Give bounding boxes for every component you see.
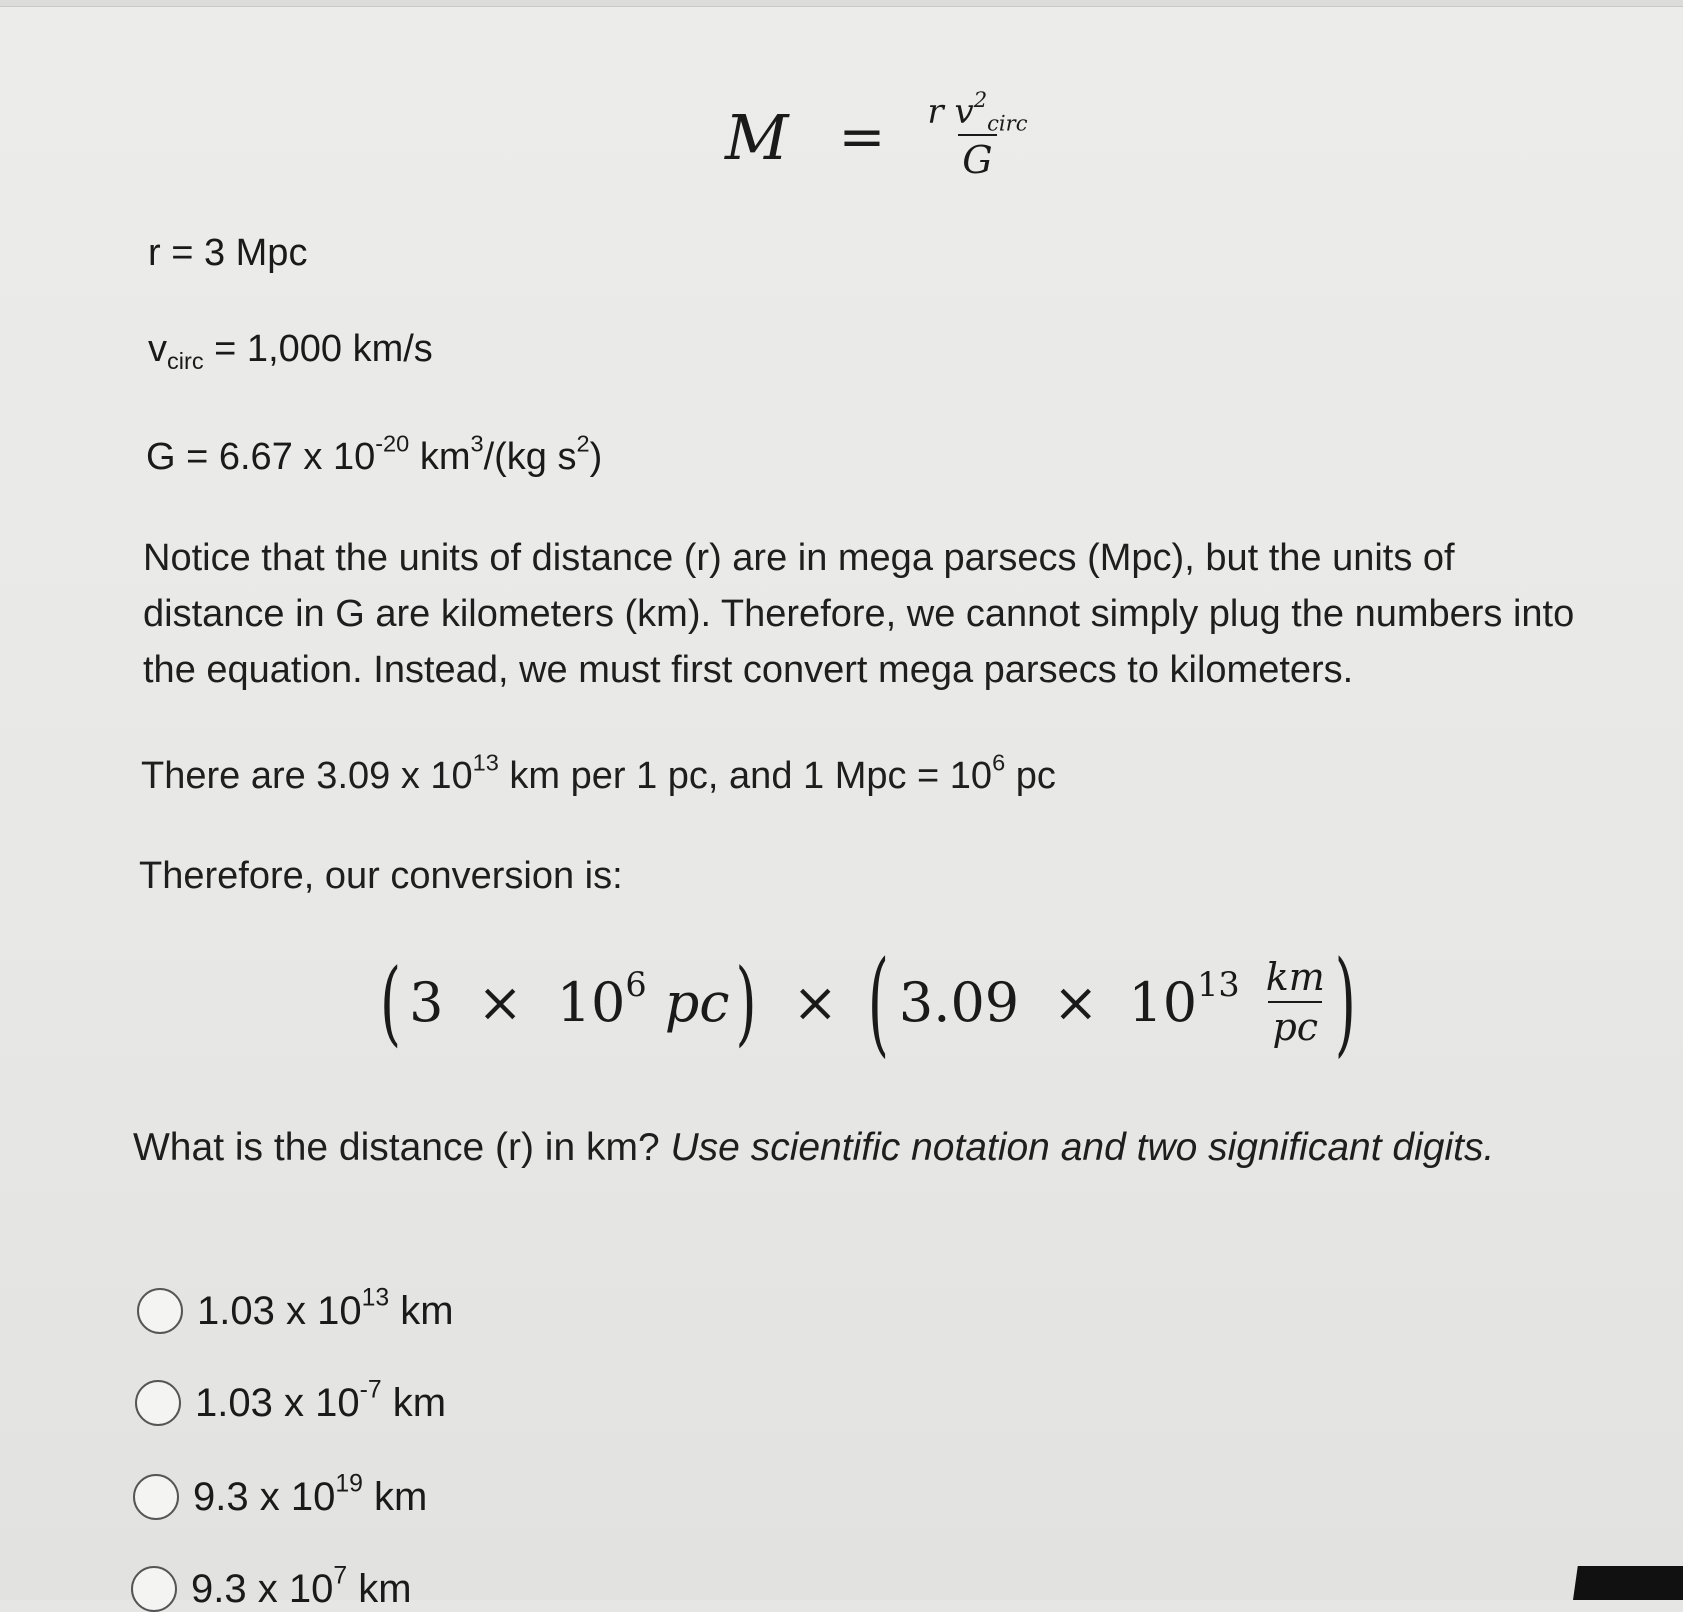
conv-times-mid: × (792, 970, 838, 1034)
given-g-b: km (409, 436, 471, 478)
question-italic: Use scientific notation and two significant digits. (670, 1126, 1495, 1169)
option-4-base: 9.3 x 10 (191, 1566, 334, 1611)
left-paren-2: ( (867, 935, 889, 1069)
notice-line-1: Notice that the units of distance (r) are in mega parsecs (Mpc), but the units of (143, 537, 1455, 579)
mass-numerator (923, 87, 1031, 136)
option-3-base: 9.3 x 10 (193, 1474, 336, 1519)
option-4-label (191, 1561, 412, 1612)
notice-line-3: the equation. Instead, we must first convert mega parsecs to kilometers. (143, 649, 1354, 691)
option-4-radio[interactable] (131, 1566, 177, 1612)
option-3-unit: km (362, 1474, 428, 1519)
conv-ten-2 (1128, 964, 1240, 1034)
option-2-exp: -7 (359, 1375, 382, 1403)
there-are-c: pc (1005, 755, 1056, 797)
conv-times-1: × (477, 970, 523, 1034)
conversion-formula (380, 935, 1356, 1069)
question-text (133, 1120, 1494, 1176)
num-v: v (954, 92, 974, 132)
option-1-unit: km (389, 1288, 454, 1333)
given-v-sub: circ (167, 348, 204, 375)
given-v (148, 328, 433, 375)
option-4-exp: 7 (333, 1561, 348, 1589)
option-1-base: 1.03 x 10 (197, 1288, 362, 1333)
there-are-a: There are 3.09 x 10 (141, 755, 473, 797)
there-are-exp2: 6 (992, 749, 1006, 776)
conv-value: 3.09 (898, 970, 1020, 1034)
given-g-exp2: 3 (470, 430, 484, 457)
option-2-unit: km (381, 1380, 447, 1425)
window-edge (0, 0, 1683, 7)
conv-ten-1-exp: 6 (625, 964, 647, 1004)
num-sub: circ (987, 110, 1028, 136)
therefore-text: Therefore, our conversion is: (139, 855, 623, 897)
conv-ten-2-exp: 13 (1197, 964, 1240, 1004)
right-paren-1: ) (735, 948, 757, 1056)
option-3-exp: 19 (335, 1469, 363, 1497)
option-2[interactable] (135, 1375, 447, 1426)
conv-times-2: × (1053, 970, 1099, 1034)
option-3-radio[interactable] (133, 1474, 179, 1520)
mass-equals: = (838, 104, 886, 170)
option-1-label (197, 1283, 454, 1334)
screen-bezel-corner (1573, 1566, 1683, 1600)
option-4-unit: km (347, 1566, 412, 1611)
option-3[interactable] (133, 1469, 428, 1520)
right-paren-2: ) (1334, 935, 1356, 1069)
conv-ten-2-base: 10 (1128, 970, 1198, 1034)
left-paren-1: ( (380, 948, 402, 1056)
option-2-base: 1.03 x 10 (195, 1380, 360, 1425)
mass-lhs: M (725, 100, 789, 174)
option-2-radio[interactable] (135, 1380, 181, 1426)
num-exp: 2 (973, 87, 988, 113)
conv-frac-den: pc (1268, 1001, 1322, 1049)
conv-frac-num: km (1265, 955, 1325, 999)
given-g-c: /(kg s (483, 436, 577, 478)
conv-ten-1 (556, 964, 647, 1034)
option-1-exp: 13 (361, 1283, 390, 1311)
question-plain: What is the distance (r) in km? (133, 1126, 671, 1169)
conv-ten-1-base: 10 (556, 970, 626, 1034)
there-are-b: km per 1 pc, and 1 Mpc = 10 (498, 755, 993, 797)
option-4[interactable] (131, 1561, 412, 1612)
given-g-exp3: 2 (576, 430, 590, 457)
given-g-exp1: -20 (375, 430, 410, 457)
mass-formula (725, 87, 1032, 182)
conv-unit-fraction (1262, 955, 1329, 1049)
option-2-label (195, 1375, 447, 1426)
mass-denominator: G (958, 134, 996, 182)
given-v-value: = 1,000 km/s (203, 328, 433, 370)
notice-line-2: distance in G are kilometers (km). Therefore, we cannot simply plug the numbers into (143, 593, 1575, 635)
option-3-label (193, 1469, 428, 1520)
given-v-var: v (148, 328, 167, 370)
given-g-a: G = 6.67 x 10 (146, 436, 376, 478)
given-r: r = 3 Mpc (148, 232, 308, 274)
given-g (146, 430, 603, 479)
option-1[interactable] (137, 1283, 454, 1334)
given-g-d: ) (589, 436, 603, 478)
mass-fraction (923, 87, 1031, 182)
option-1-radio[interactable] (137, 1288, 183, 1334)
there-are-exp1: 13 (472, 749, 499, 776)
notice-paragraph (143, 530, 1574, 698)
conv-pc-1: pc (664, 970, 730, 1034)
there-are-line (141, 748, 1056, 804)
num-r: r (927, 92, 944, 132)
conv-three: 3 (409, 970, 444, 1034)
